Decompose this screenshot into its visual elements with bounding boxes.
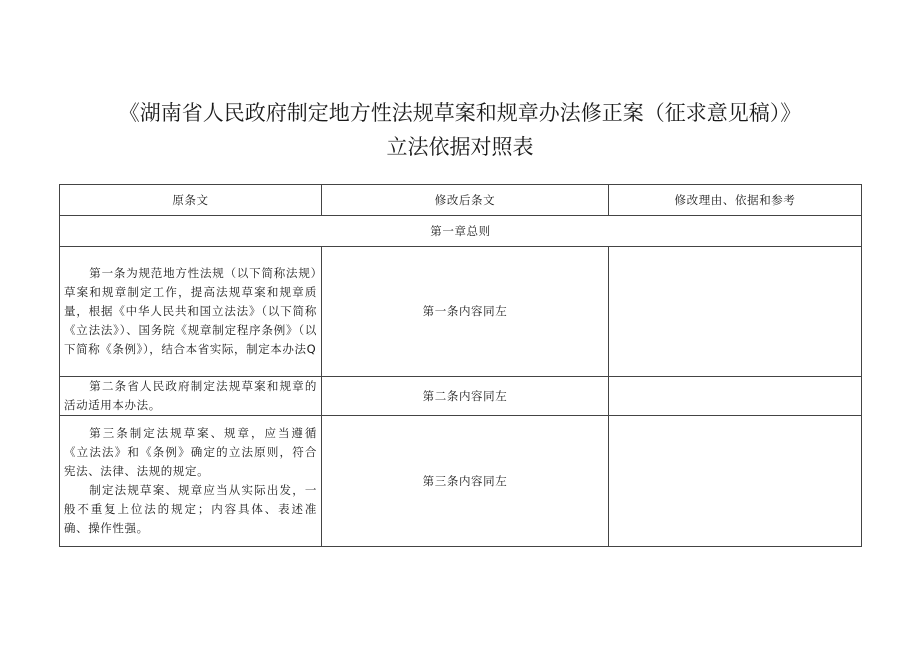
revised-article-1: 第一条内容同左: [322, 247, 609, 377]
article-2-paragraph: 第二条省人民政府制定法规草案和规章的活动适用本办法。: [64, 379, 317, 412]
header-reason: 修改理由、依据和参考: [609, 185, 862, 216]
header-revised: 修改后条文: [322, 185, 609, 216]
revised-article-2: 第二条内容同左: [322, 377, 609, 416]
table-row: [60, 416, 862, 547]
chapter-heading: 第一章总则: [60, 216, 862, 247]
table-row: [60, 377, 862, 416]
article-1-paragraph: 第一条为规范地方性法规（以下简称法规）草案和规章制定工作，提高法规草案和规章质量，根据《中华人民共和国立法法》（以下简称《立法法》）、国务院《规章制定程序条例》（以下简称《条例》），结合本省实际，制定本办法Q: [64, 266, 317, 356]
reason-article-3: [609, 416, 862, 547]
header-original: 原条文: [60, 185, 322, 216]
table-row: [60, 247, 862, 377]
document-title: 《湖南省人民政府制定地方性法规草案和规章办法修正案（征求意见稿）》: [118, 101, 802, 125]
reason-article-1: [609, 247, 862, 377]
article-3-paragraph-2: 制定法规草案、规章应当从实际出发，一般不重复上位法的规定；内容具体、表述准确、操作性强。: [64, 483, 317, 535]
document-subtitle: 立法依据对照表: [386, 135, 534, 159]
reason-article-2: [609, 377, 862, 416]
comparison-table: [59, 184, 862, 547]
revised-article-3: 第三条内容同左: [322, 416, 609, 547]
table-header-row: [60, 185, 862, 216]
original-article-2: [60, 377, 322, 416]
original-article-3: [60, 416, 322, 547]
article-3-paragraph-1: 第三条制定法规草案、规章，应当遵循《立法法》和《条例》确定的立法原则，符合宪法、法律、法规的规定。: [64, 426, 317, 478]
chapter-row: [60, 216, 862, 247]
original-article-1: [60, 247, 322, 377]
